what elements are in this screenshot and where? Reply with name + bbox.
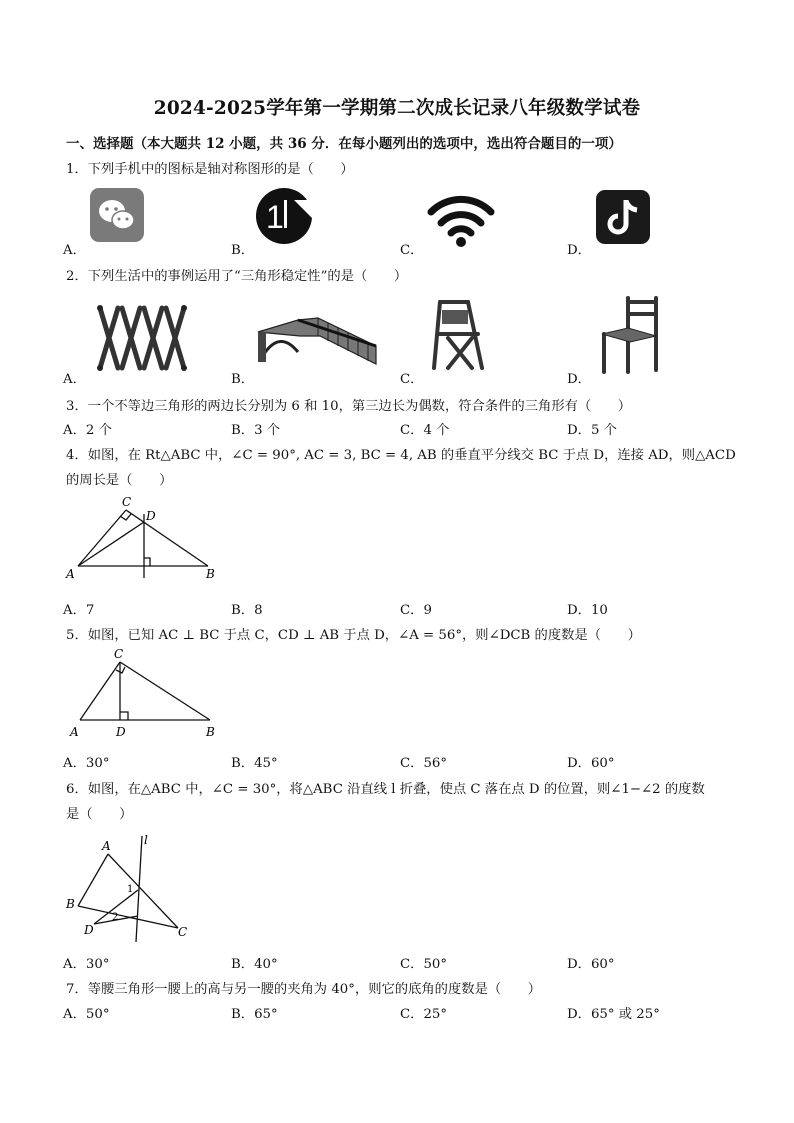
q5-label-d: D: [116, 725, 126, 739]
q6-option-d[interactable]: D．60°: [567, 957, 615, 972]
q4-stem-line1: 4．如图，在 Rt△ABC 中，∠C = 90°, AC = 3, BC = 4, AB 的垂直平分线交 BC 于点 D，连接 AD，则△ACD: [66, 448, 736, 463]
q4-label-c: C: [122, 495, 132, 509]
q7-option-b[interactable]: B．65°: [231, 1007, 278, 1022]
section-heading: 一、选择题（本大题共 12 小题，共 36 分．在每小题列出的选项中，选出符合题目的一项）: [66, 136, 622, 152]
q1-icon-d: [596, 190, 650, 244]
q6-label-b: B: [66, 897, 75, 911]
q6-option-c[interactable]: C．50°: [400, 957, 448, 972]
folding-high-chair-image: [428, 298, 488, 372]
wechat-icon: [90, 188, 144, 242]
q3-option-c[interactable]: C．4 个: [400, 423, 450, 438]
q3-option-a[interactable]: A．2 个: [63, 423, 112, 438]
wifi-icon: [426, 192, 496, 248]
q6-angle-2: 2: [112, 912, 119, 923]
q4-label-a: A: [66, 567, 75, 581]
tiktok-icon: [596, 190, 650, 244]
svg-text:1: 1: [266, 199, 284, 235]
q6-figure: [64, 832, 204, 944]
page-title: 2024-2025学年第一学期第二次成长记录八年级数学试卷: [153, 98, 641, 119]
mi-icon: [254, 186, 312, 246]
q6-option-a[interactable]: A．30°: [63, 957, 110, 972]
q6-label-l: l: [144, 833, 148, 847]
q4-label-b: B: [206, 567, 215, 581]
q5-label-c: C: [114, 647, 124, 661]
q2-stem: 2．下列生活中的事例运用了“三角形稳定性”的是（ ）: [66, 269, 408, 284]
q1-option-a[interactable]: A．: [63, 243, 86, 258]
q7-stem: 7．等腰三角形一腰上的高与另一腰的夹角为 40°，则它的底角的度数是（ ）: [66, 982, 542, 997]
q5-label-b: B: [206, 725, 215, 739]
q6-stem-line1: 6．如图，在△ABC 中，∠C = 30°，将△ABC 沿直线 l 折叠，使点 C 落在点 D 的位置，则∠1−∠2 的度数: [66, 782, 705, 797]
q5-label-a: A: [70, 725, 79, 739]
q6-angle-1: 1: [127, 884, 134, 895]
expanding-gate-image: [96, 300, 188, 372]
q6-stem-line2: 是（ ）: [66, 807, 133, 822]
q5-option-b[interactable]: B．45°: [231, 756, 278, 771]
q4-option-d[interactable]: D．10: [567, 603, 608, 618]
q3-option-b[interactable]: B．3 个: [231, 423, 281, 438]
q7-option-a[interactable]: A．50°: [63, 1007, 110, 1022]
q2-option-d[interactable]: D．: [567, 372, 591, 387]
q4-option-a[interactable]: A．7: [63, 603, 95, 618]
q6-label-d: D: [84, 923, 94, 937]
q5-figure: [64, 648, 224, 738]
q3-option-d[interactable]: D．5 个: [567, 423, 617, 438]
q1-icon-a: [90, 188, 144, 242]
q4-stem-line2: 的周长是（ ）: [66, 473, 173, 488]
q6-label-a: A: [102, 839, 111, 853]
q2-option-c[interactable]: C．: [400, 372, 424, 387]
q1-option-c[interactable]: C．: [400, 243, 424, 258]
q5-option-a[interactable]: A．30°: [63, 756, 110, 771]
q4-label-d: D: [146, 509, 156, 523]
q7-option-d[interactable]: D．65° 或 25°: [567, 1007, 660, 1022]
q1-option-d[interactable]: D．: [567, 243, 591, 258]
q6-label-c: C: [178, 925, 188, 939]
q5-option-c[interactable]: C．56°: [400, 756, 448, 771]
q2-option-b[interactable]: B．: [231, 372, 255, 387]
q1-stem: 1．下列手机中的图标是轴对称图形的是（ ）: [66, 162, 354, 177]
q3-stem: 3．一个不等边三角形的两边长分别为 6 和 10，第三边长为偶数，符合条件的三角形有（ ）: [66, 399, 632, 414]
q6-option-b[interactable]: B．40°: [231, 957, 278, 972]
q4-option-c[interactable]: C．9: [400, 603, 432, 618]
q2-option-a[interactable]: A．: [63, 372, 86, 387]
q7-option-c[interactable]: C．25°: [400, 1007, 448, 1022]
q1-option-b[interactable]: B．: [231, 243, 255, 258]
q4-figure: [64, 494, 224, 584]
q4-option-b[interactable]: B．8: [231, 603, 263, 618]
bridge-image: [258, 302, 378, 368]
chair-image: [598, 294, 662, 374]
q5-stem: 5．如图，已知 AC ⊥ BC 于点 C，CD ⊥ AB 于点 D，∠A = 56°，则∠DCB 的度数是（ ）: [66, 628, 641, 643]
q5-option-d[interactable]: D．60°: [567, 756, 615, 771]
